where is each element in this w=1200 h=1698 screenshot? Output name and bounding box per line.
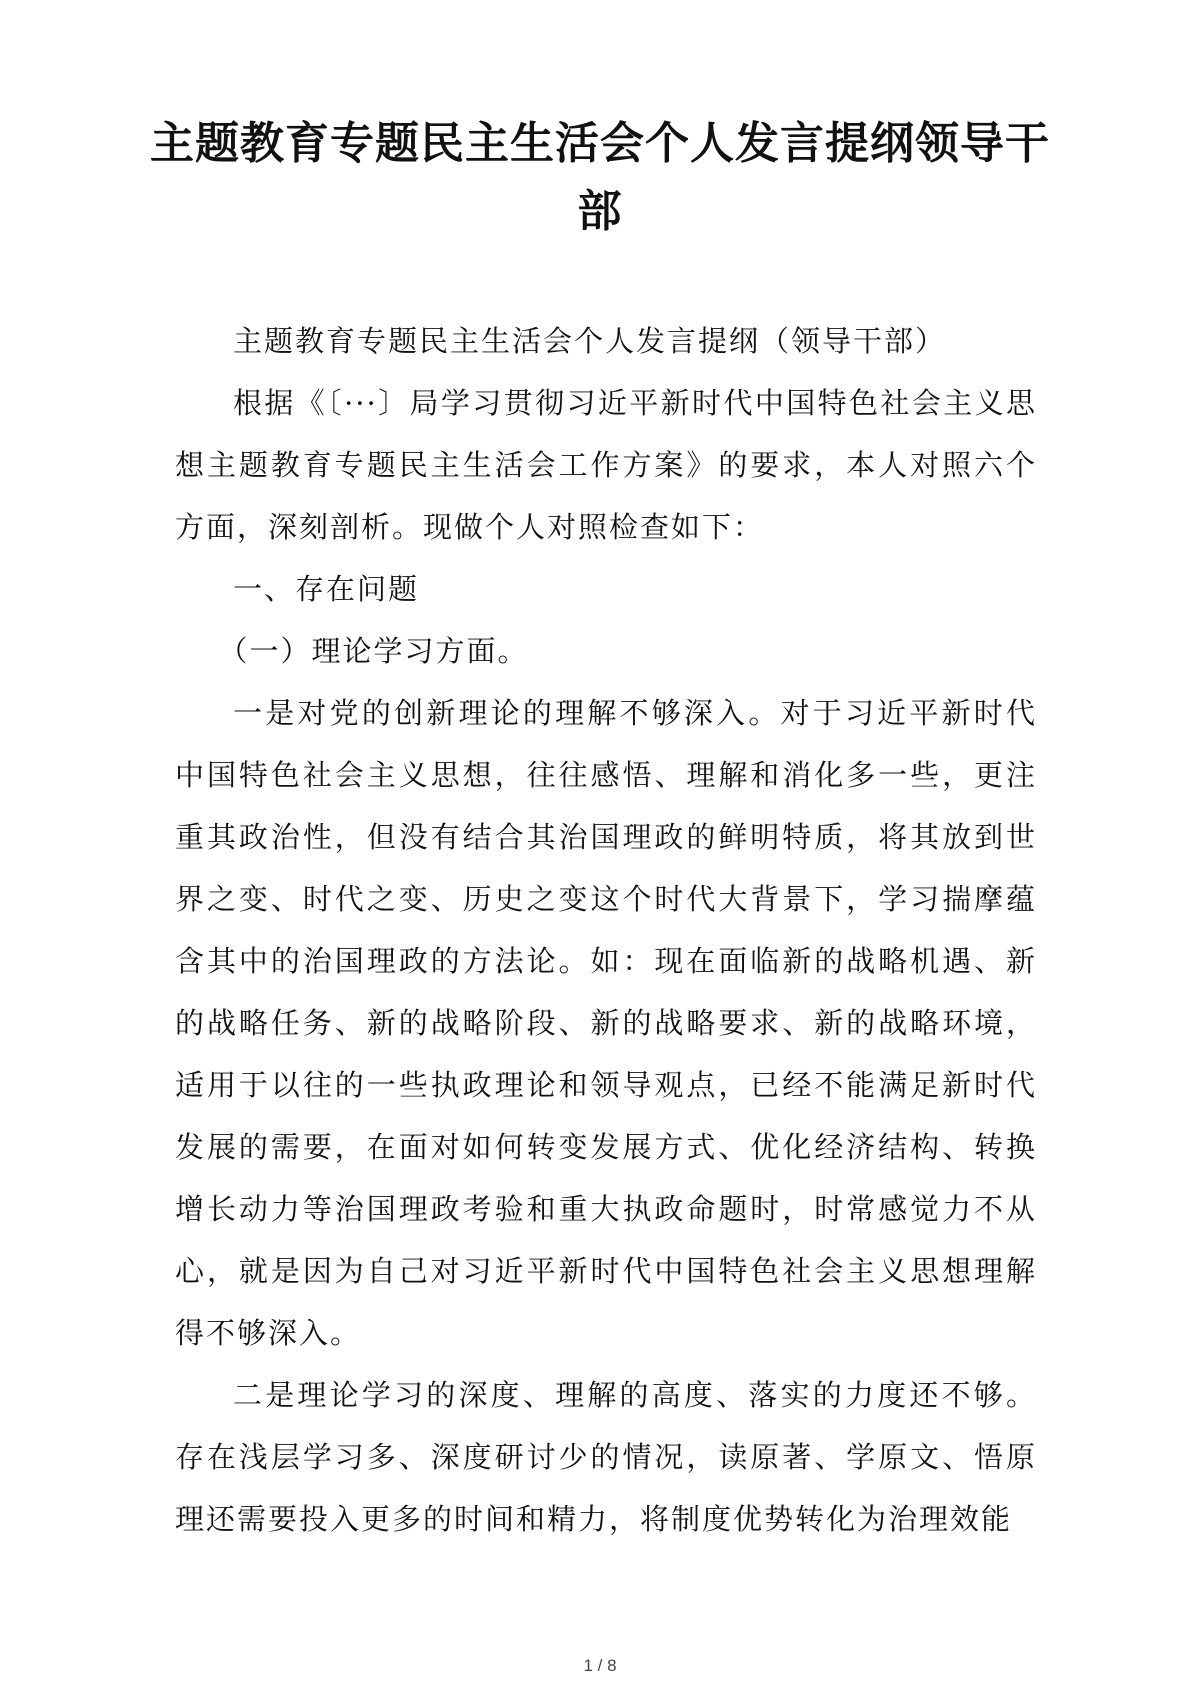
paragraph-subtitle: 主题教育专题民主生活会个人发言提纲（领导干部） bbox=[233, 324, 947, 358]
document-body bbox=[175, 310, 1037, 1550]
paragraph-point-one: 一是对党的创新理论的理解不够深入。对于习近平新时代中国特色社会主义思想，往往感悟、理解和消化多一些，更注重其政治性，但没有结合其治国理政的鲜明特质，将其放到世界之变、时代之变、历史之变这个时代大背景下，学习揣摩蕴含其中的治国理政的方法论。如：现在面临新的战略机遇、新的战略任务、新的战略阶段、新的战略要求、新的战略环境，适用于以往的一些执政理论和领导观点，已经不能满足新时代发展的需要，在面对如何转变发展方式、优化经济结构、转换增长动力等治国理政考验和重大执政命题时，时常感觉力不从心，就是因为自己对习近平新时代中国特色社会主义思想理解得不够深入。 bbox=[175, 696, 1037, 1350]
paragraph-point-two: 二是理论学习的深度、理解的高度、落实的力度还不够。存在浅层学习多、深度研讨少的情况，读原著、学原文、悟原理还需要投入更多的时间和精力，将制度优势转化为治理效能 bbox=[175, 1378, 1037, 1536]
page-number: 1 / 8 bbox=[583, 1656, 617, 1675]
document-title: 主题教育专题民主生活会个人发言提纲领导干部 bbox=[150, 118, 1050, 237]
section-heading: 一、存在问题 bbox=[233, 572, 420, 606]
subsection-heading: （一）理论学习方面。 bbox=[218, 634, 529, 668]
paragraph-intro: 根据《〔···〕局学习贯彻习近平新时代中国特色社会主义思想主题教育专题民主生活会工作方案》的要求，本人对照六个方面，深刻剖析。现做个人对照检查如下： bbox=[175, 386, 1037, 544]
